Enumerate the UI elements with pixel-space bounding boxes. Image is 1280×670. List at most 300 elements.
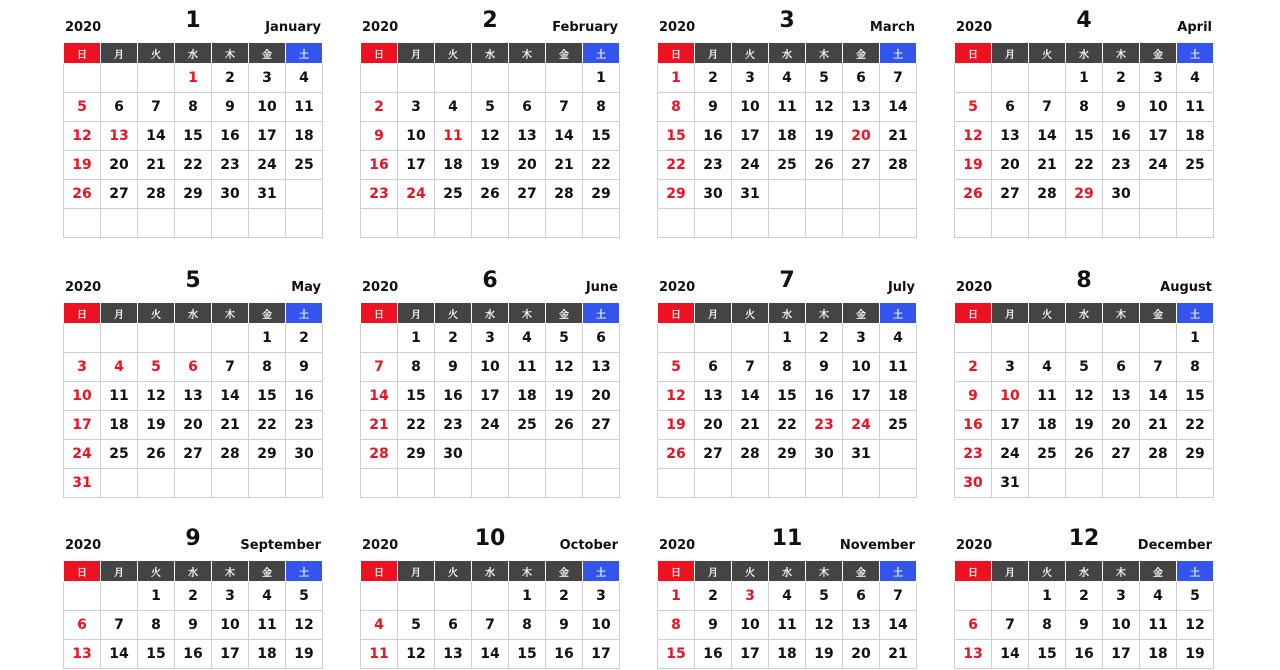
empty-cell <box>101 469 138 498</box>
weekday-header: 金 <box>249 43 286 64</box>
day-cell: 4 <box>1177 64 1214 93</box>
month-number: 11 <box>771 526 803 551</box>
month-header <box>954 270 1214 302</box>
weekday-header: 金 <box>249 561 286 582</box>
day-cell: 1 <box>175 64 212 93</box>
day-cell: 14 <box>138 122 175 151</box>
empty-cell <box>806 469 843 498</box>
year-label: 2020 <box>659 280 696 295</box>
day-cell: 13 <box>583 353 620 382</box>
day-cell: 12 <box>138 382 175 411</box>
week-row <box>955 122 1214 151</box>
empty-cell <box>361 582 398 611</box>
month-number: 4 <box>1076 8 1092 33</box>
day-cell: 1 <box>1066 64 1103 93</box>
week-row <box>658 209 917 238</box>
day-cell: 16 <box>695 640 732 669</box>
day-cell: 5 <box>806 64 843 93</box>
weekday-header: 月 <box>695 561 732 582</box>
day-cell: 12 <box>955 122 992 151</box>
empty-cell <box>64 582 101 611</box>
day-cell: 24 <box>249 151 286 180</box>
year-label: 2020 <box>362 20 399 35</box>
empty-cell <box>509 209 546 238</box>
empty-cell <box>1140 324 1177 353</box>
day-cell: 18 <box>1140 640 1177 669</box>
day-cell: 2 <box>175 582 212 611</box>
day-cell: 14 <box>880 611 917 640</box>
month-header <box>360 10 620 42</box>
day-cell: 27 <box>695 440 732 469</box>
week-row <box>361 64 620 93</box>
day-cell: 19 <box>1066 411 1103 440</box>
empty-cell <box>658 209 695 238</box>
day-cell: 11 <box>880 353 917 382</box>
empty-cell <box>843 209 880 238</box>
weekday-header: 金 <box>1140 303 1177 324</box>
day-cell: 8 <box>1066 93 1103 122</box>
weekday-header: 土 <box>1177 303 1214 324</box>
empty-cell <box>64 209 101 238</box>
month-table <box>63 560 323 669</box>
year-label: 2020 <box>659 20 696 35</box>
weekday-header: 日 <box>64 303 101 324</box>
day-cell: 19 <box>472 151 509 180</box>
empty-cell <box>361 469 398 498</box>
week-row <box>361 209 620 238</box>
month-header <box>657 528 917 560</box>
month-table <box>954 42 1214 238</box>
day-cell: 10 <box>732 93 769 122</box>
day-cell: 30 <box>286 440 323 469</box>
empty-cell <box>992 209 1029 238</box>
weekday-header: 火 <box>435 561 472 582</box>
week-row <box>64 180 323 209</box>
weekday-header: 木 <box>212 43 249 64</box>
day-cell: 5 <box>472 93 509 122</box>
month-number: 9 <box>185 526 201 551</box>
day-cell: 29 <box>658 180 695 209</box>
day-cell: 10 <box>732 611 769 640</box>
weekday-header: 木 <box>806 303 843 324</box>
weekday-header: 火 <box>138 561 175 582</box>
weekday-header: 月 <box>398 561 435 582</box>
year-label: 2020 <box>65 280 102 295</box>
weekday-header: 月 <box>101 303 138 324</box>
empty-cell <box>101 209 138 238</box>
day-cell: 16 <box>695 122 732 151</box>
day-cell: 12 <box>1066 382 1103 411</box>
month-header <box>360 270 620 302</box>
empty-cell <box>509 64 546 93</box>
day-cell: 31 <box>843 440 880 469</box>
day-cell: 11 <box>1029 382 1066 411</box>
day-cell: 20 <box>992 151 1029 180</box>
empty-cell <box>880 180 917 209</box>
weekday-row <box>658 303 917 324</box>
month-number: 12 <box>1068 526 1100 551</box>
day-cell: 26 <box>138 440 175 469</box>
empty-cell <box>769 209 806 238</box>
month-june <box>360 270 620 498</box>
weekday-header: 金 <box>546 561 583 582</box>
empty-cell <box>398 582 435 611</box>
day-cell: 22 <box>1066 151 1103 180</box>
day-cell: 23 <box>1103 151 1140 180</box>
empty-cell <box>806 209 843 238</box>
empty-cell <box>472 209 509 238</box>
empty-cell <box>658 324 695 353</box>
day-cell: 23 <box>435 411 472 440</box>
month-header <box>63 528 323 560</box>
day-cell: 12 <box>658 382 695 411</box>
day-cell: 16 <box>1103 122 1140 151</box>
day-cell: 28 <box>361 440 398 469</box>
month-august <box>954 270 1214 498</box>
day-cell: 27 <box>175 440 212 469</box>
weekday-header: 金 <box>1140 43 1177 64</box>
day-cell: 24 <box>472 411 509 440</box>
year-label: 2020 <box>956 280 993 295</box>
day-cell: 15 <box>658 640 695 669</box>
month-october <box>360 528 620 669</box>
empty-cell <box>843 469 880 498</box>
day-cell: 18 <box>286 122 323 151</box>
day-cell: 7 <box>361 353 398 382</box>
day-cell: 4 <box>1029 353 1066 382</box>
day-cell: 21 <box>212 411 249 440</box>
day-cell: 9 <box>955 382 992 411</box>
weekday-header: 水 <box>472 303 509 324</box>
weekday-header: 水 <box>769 561 806 582</box>
weekday-header: 日 <box>658 303 695 324</box>
day-cell: 26 <box>546 411 583 440</box>
day-cell: 2 <box>955 353 992 382</box>
day-cell: 2 <box>361 93 398 122</box>
day-cell: 19 <box>806 640 843 669</box>
month-table <box>954 302 1214 498</box>
day-cell: 28 <box>732 440 769 469</box>
weekday-header: 金 <box>1140 561 1177 582</box>
week-row <box>64 324 323 353</box>
day-cell: 6 <box>64 611 101 640</box>
month-name: October <box>559 538 618 553</box>
weekday-header: 日 <box>64 43 101 64</box>
day-cell: 29 <box>1066 180 1103 209</box>
day-cell: 9 <box>212 93 249 122</box>
day-cell: 20 <box>843 640 880 669</box>
day-cell: 1 <box>1177 324 1214 353</box>
week-row <box>64 93 323 122</box>
day-cell: 13 <box>843 611 880 640</box>
day-cell: 10 <box>64 382 101 411</box>
day-cell: 9 <box>175 611 212 640</box>
week-row <box>955 582 1214 611</box>
empty-cell <box>806 180 843 209</box>
day-cell: 11 <box>249 611 286 640</box>
week-row <box>64 440 323 469</box>
week-row <box>361 611 620 640</box>
day-cell: 7 <box>212 353 249 382</box>
day-cell: 12 <box>806 93 843 122</box>
empty-cell <box>212 324 249 353</box>
weekday-header: 日 <box>955 303 992 324</box>
day-cell: 18 <box>1029 411 1066 440</box>
day-cell: 17 <box>583 640 620 669</box>
weekday-header: 月 <box>992 43 1029 64</box>
day-cell: 29 <box>249 440 286 469</box>
day-cell: 12 <box>398 640 435 669</box>
day-cell: 6 <box>435 611 472 640</box>
day-cell: 23 <box>806 411 843 440</box>
day-cell: 30 <box>1103 180 1140 209</box>
empty-cell <box>1066 209 1103 238</box>
week-row <box>361 440 620 469</box>
empty-cell <box>286 469 323 498</box>
weekday-header: 木 <box>212 561 249 582</box>
day-cell: 11 <box>435 122 472 151</box>
day-cell: 10 <box>212 611 249 640</box>
empty-cell <box>509 440 546 469</box>
day-cell: 2 <box>546 582 583 611</box>
empty-cell <box>435 209 472 238</box>
week-row <box>658 122 917 151</box>
day-cell: 12 <box>286 611 323 640</box>
day-cell: 10 <box>249 93 286 122</box>
day-cell: 8 <box>583 93 620 122</box>
day-cell: 16 <box>546 640 583 669</box>
week-row <box>658 382 917 411</box>
weekday-header: 水 <box>1066 303 1103 324</box>
day-cell: 9 <box>1066 611 1103 640</box>
month-may <box>63 270 323 498</box>
empty-cell <box>64 64 101 93</box>
weekday-header: 金 <box>249 303 286 324</box>
empty-cell <box>992 582 1029 611</box>
day-cell: 28 <box>1140 440 1177 469</box>
day-cell: 18 <box>101 411 138 440</box>
weekday-header: 金 <box>546 43 583 64</box>
day-cell: 24 <box>843 411 880 440</box>
day-cell: 3 <box>398 93 435 122</box>
weekday-header: 月 <box>398 43 435 64</box>
day-cell: 1 <box>398 324 435 353</box>
empty-cell <box>1029 64 1066 93</box>
month-table <box>657 42 917 238</box>
day-cell: 3 <box>472 324 509 353</box>
empty-cell <box>361 324 398 353</box>
day-cell: 26 <box>806 151 843 180</box>
empty-cell <box>546 440 583 469</box>
day-cell: 1 <box>1029 582 1066 611</box>
empty-cell <box>138 209 175 238</box>
weekday-header: 日 <box>361 561 398 582</box>
empty-cell <box>955 582 992 611</box>
week-row <box>361 640 620 669</box>
month-number: 1 <box>185 8 201 33</box>
weekday-header: 金 <box>843 303 880 324</box>
day-cell: 6 <box>843 64 880 93</box>
day-cell: 2 <box>695 64 732 93</box>
day-cell: 6 <box>992 93 1029 122</box>
day-cell: 1 <box>769 324 806 353</box>
day-cell: 29 <box>398 440 435 469</box>
day-cell: 18 <box>509 382 546 411</box>
weekday-header: 火 <box>138 43 175 64</box>
empty-cell <box>769 469 806 498</box>
empty-cell <box>286 180 323 209</box>
week-row <box>64 64 323 93</box>
empty-cell <box>1066 324 1103 353</box>
week-row <box>361 324 620 353</box>
day-cell: 13 <box>101 122 138 151</box>
month-name: January <box>265 20 321 35</box>
day-cell: 13 <box>64 640 101 669</box>
day-cell: 3 <box>843 324 880 353</box>
day-cell: 28 <box>138 180 175 209</box>
weekday-header: 土 <box>880 561 917 582</box>
week-row <box>64 382 323 411</box>
day-cell: 15 <box>1029 640 1066 669</box>
week-row <box>361 180 620 209</box>
day-cell: 19 <box>658 411 695 440</box>
weekday-header: 月 <box>695 303 732 324</box>
day-cell: 31 <box>732 180 769 209</box>
month-name: September <box>240 538 321 553</box>
day-cell: 27 <box>583 411 620 440</box>
day-cell: 19 <box>806 122 843 151</box>
day-cell: 19 <box>546 382 583 411</box>
weekday-header: 木 <box>212 303 249 324</box>
day-cell: 10 <box>992 382 1029 411</box>
month-header <box>657 270 917 302</box>
week-row <box>955 209 1214 238</box>
empty-cell <box>1029 324 1066 353</box>
day-cell: 11 <box>509 353 546 382</box>
day-cell: 20 <box>583 382 620 411</box>
day-cell: 12 <box>806 611 843 640</box>
day-cell: 26 <box>658 440 695 469</box>
weekday-header: 木 <box>509 43 546 64</box>
day-cell: 31 <box>249 180 286 209</box>
weekday-header: 土 <box>880 303 917 324</box>
day-cell: 12 <box>64 122 101 151</box>
day-cell: 17 <box>843 382 880 411</box>
empty-cell <box>843 180 880 209</box>
empty-cell <box>546 64 583 93</box>
week-row <box>361 469 620 498</box>
weekday-header: 木 <box>1103 561 1140 582</box>
day-cell: 14 <box>1029 122 1066 151</box>
day-cell: 24 <box>1140 151 1177 180</box>
day-cell: 26 <box>472 180 509 209</box>
month-number: 2 <box>482 8 498 33</box>
empty-cell <box>880 209 917 238</box>
day-cell: 23 <box>695 151 732 180</box>
weekday-header: 水 <box>769 43 806 64</box>
day-cell: 4 <box>880 324 917 353</box>
empty-cell <box>101 64 138 93</box>
day-cell: 28 <box>1029 180 1066 209</box>
month-name: November <box>839 538 915 553</box>
weekday-header: 日 <box>658 43 695 64</box>
empty-cell <box>1103 209 1140 238</box>
day-cell: 14 <box>361 382 398 411</box>
empty-cell <box>398 469 435 498</box>
day-cell: 9 <box>546 611 583 640</box>
empty-cell <box>732 324 769 353</box>
day-cell: 8 <box>249 353 286 382</box>
month-header <box>360 528 620 560</box>
empty-cell <box>249 209 286 238</box>
day-cell: 3 <box>583 582 620 611</box>
day-cell: 25 <box>769 151 806 180</box>
day-cell: 13 <box>992 122 1029 151</box>
empty-cell <box>732 209 769 238</box>
month-november <box>657 528 917 669</box>
week-row <box>64 151 323 180</box>
day-cell: 24 <box>398 180 435 209</box>
day-cell: 5 <box>398 611 435 640</box>
empty-cell <box>472 582 509 611</box>
day-cell: 21 <box>880 640 917 669</box>
day-cell: 14 <box>472 640 509 669</box>
empty-cell <box>472 64 509 93</box>
week-row <box>658 151 917 180</box>
day-cell: 3 <box>64 353 101 382</box>
weekday-header: 日 <box>361 303 398 324</box>
day-cell: 6 <box>175 353 212 382</box>
month-name: July <box>887 280 915 295</box>
day-cell: 7 <box>992 611 1029 640</box>
weekday-header: 日 <box>955 43 992 64</box>
day-cell: 21 <box>546 151 583 180</box>
week-row <box>64 353 323 382</box>
day-cell: 18 <box>435 151 472 180</box>
day-cell: 17 <box>1140 122 1177 151</box>
month-number: 3 <box>779 8 795 33</box>
day-cell: 7 <box>1140 353 1177 382</box>
day-cell: 19 <box>955 151 992 180</box>
day-cell: 11 <box>769 93 806 122</box>
day-cell: 11 <box>286 93 323 122</box>
day-cell: 5 <box>1066 353 1103 382</box>
day-cell: 2 <box>286 324 323 353</box>
day-cell: 16 <box>361 151 398 180</box>
day-cell: 17 <box>732 122 769 151</box>
month-table <box>360 302 620 498</box>
day-cell: 10 <box>583 611 620 640</box>
empty-cell <box>175 469 212 498</box>
day-cell: 22 <box>769 411 806 440</box>
weekday-header: 土 <box>1177 43 1214 64</box>
day-cell: 11 <box>101 382 138 411</box>
empty-cell <box>1029 469 1066 498</box>
empty-cell <box>361 209 398 238</box>
week-row <box>955 93 1214 122</box>
day-cell: 17 <box>472 382 509 411</box>
weekday-header: 月 <box>101 43 138 64</box>
day-cell: 2 <box>435 324 472 353</box>
weekday-header: 金 <box>546 303 583 324</box>
week-row <box>955 353 1214 382</box>
day-cell: 7 <box>472 611 509 640</box>
weekday-header: 土 <box>583 303 620 324</box>
day-cell: 13 <box>509 122 546 151</box>
empty-cell <box>138 324 175 353</box>
weekday-header: 水 <box>175 303 212 324</box>
day-cell: 6 <box>955 611 992 640</box>
